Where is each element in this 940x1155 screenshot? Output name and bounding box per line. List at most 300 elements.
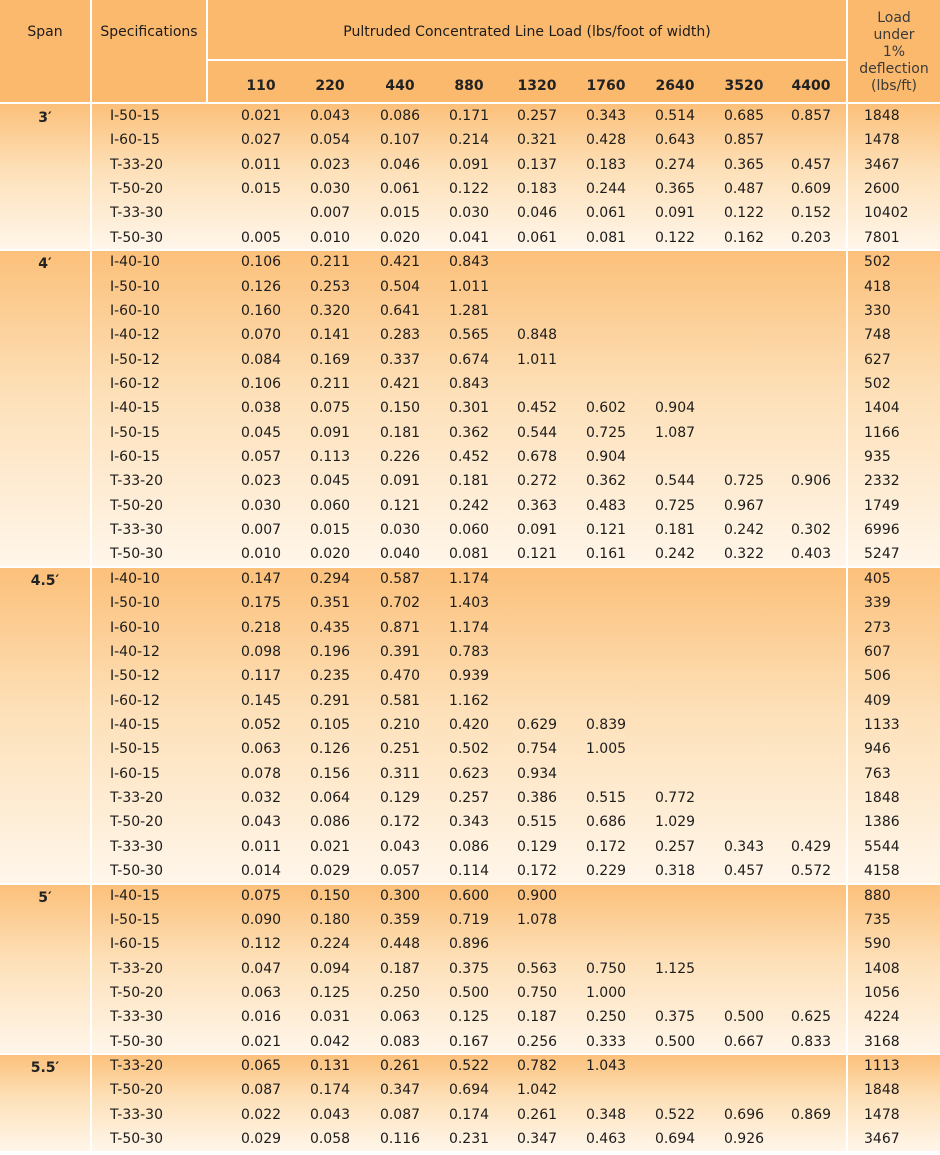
column-divider (90, 0, 92, 1151)
value-cell: 0.504 (379, 278, 421, 295)
value-cell: 0.502 (448, 741, 490, 758)
value-cell: 0.600 (448, 887, 490, 904)
value-cell: 0.047 (240, 960, 282, 977)
spec-cell: T-33-30 (110, 1106, 163, 1123)
deflection-cell: 1848 (864, 108, 900, 124)
value-cell: 0.362 (585, 473, 627, 490)
table-row (0, 936, 940, 960)
spec-cell: I-60-15 (110, 765, 160, 782)
value-cell: 0.783 (448, 643, 490, 660)
value-cell: 0.156 (309, 765, 351, 782)
value-cell: 0.029 (240, 1131, 282, 1148)
value-cell: 0.365 (654, 181, 696, 198)
table-row (0, 839, 940, 863)
value-cell: 0.224 (309, 936, 351, 953)
value-cell: 0.043 (240, 814, 282, 831)
table-row (0, 205, 940, 229)
spec-cell: I-60-10 (110, 619, 160, 636)
spec-cell: T-33-30 (110, 838, 163, 855)
value-cell: 0.023 (309, 156, 351, 173)
value-cell: 0.063 (240, 984, 282, 1001)
value-cell: 0.045 (240, 424, 282, 441)
deflection-cell: 763 (864, 765, 891, 782)
deflection-cell: 1749 (864, 497, 900, 514)
value-cell: 0.167 (448, 1033, 490, 1050)
value-cell: 0.041 (448, 229, 490, 246)
value-cell: 0.126 (309, 741, 351, 758)
value-cell: 0.015 (240, 181, 282, 198)
value-cell: 0.926 (723, 1131, 765, 1148)
span-label: 4.5′ (30, 572, 60, 589)
value-cell: 0.211 (309, 375, 351, 392)
value-cell: 0.900 (516, 887, 558, 904)
value-cell: 0.064 (309, 790, 351, 807)
value-cell: 0.032 (240, 790, 282, 807)
spec-cell: T-33-30 (110, 522, 163, 539)
value-cell: 0.172 (379, 814, 421, 831)
value-cell: 0.021 (240, 108, 282, 124)
value-cell: 0.040 (379, 546, 421, 563)
spec-cell: I-60-12 (110, 375, 160, 392)
value-cell: 0.782 (516, 1058, 558, 1075)
value-cell: 1.029 (654, 814, 696, 831)
value-cell: 0.967 (723, 497, 765, 514)
value-cell: 0.147 (240, 570, 282, 587)
spec-cell: T-50-20 (110, 984, 163, 1001)
value-cell: 0.063 (240, 741, 282, 758)
value-cell: 0.187 (379, 960, 421, 977)
header-deflection-line: (lbs/ft) (871, 78, 917, 94)
deflection-cell: 1478 (864, 1106, 900, 1123)
table-row (0, 888, 940, 912)
table-row (0, 1107, 940, 1131)
value-cell: 0.196 (309, 643, 351, 660)
value-cell: 0.719 (448, 911, 490, 928)
value-cell: 0.171 (448, 108, 490, 124)
value-cell: 0.181 (448, 473, 490, 490)
value-cell: 0.322 (723, 546, 765, 563)
value-cell: 0.375 (654, 1009, 696, 1026)
value-cell: 0.226 (379, 449, 421, 466)
span-label: 4′ (38, 256, 52, 273)
spec-cell: T-33-30 (110, 1009, 163, 1026)
value-cell: 0.016 (240, 1009, 282, 1026)
value-cell: 0.091 (309, 424, 351, 441)
deflection-cell: 1848 (864, 790, 900, 807)
value-cell: 0.283 (379, 327, 421, 344)
spec-cell: I-50-12 (110, 351, 160, 368)
value-cell: 0.351 (309, 595, 351, 612)
value-cell: 0.515 (585, 790, 627, 807)
value-cell: 0.023 (240, 473, 282, 490)
spec-cell: I-50-15 (110, 108, 160, 124)
value-cell: 0.563 (516, 960, 558, 977)
table-row (0, 644, 940, 668)
value-cell: 0.112 (240, 936, 282, 953)
spec-cell: I-50-12 (110, 668, 160, 685)
value-cell: 0.181 (654, 522, 696, 539)
spec-cell: T-50-30 (110, 863, 163, 880)
group-divider (0, 566, 940, 568)
header-deflection-line: deflection (859, 61, 929, 77)
spec-cell: T-50-30 (110, 546, 163, 563)
group-divider (0, 883, 940, 885)
deflection-cell: 1848 (864, 1082, 900, 1099)
table-row (0, 620, 940, 644)
value-cell: 0.087 (240, 1082, 282, 1099)
table-row (0, 693, 940, 717)
value-cell: 0.121 (516, 546, 558, 563)
spec-cell: I-50-15 (110, 911, 160, 928)
span-group (0, 567, 940, 884)
header-load-880: 880 (454, 78, 484, 94)
value-cell: 0.857 (723, 132, 765, 149)
value-cell: 0.058 (309, 1131, 351, 1148)
value-cell: 0.052 (240, 716, 282, 733)
value-cell: 0.075 (240, 887, 282, 904)
value-cell: 0.487 (723, 181, 765, 198)
value-cell: 0.514 (654, 108, 696, 124)
value-cell: 0.020 (379, 229, 421, 246)
value-cell: 0.007 (240, 522, 282, 539)
value-cell: 0.667 (723, 1033, 765, 1050)
value-cell: 1.087 (654, 424, 696, 441)
table-row (0, 668, 940, 692)
value-cell: 0.906 (790, 473, 832, 490)
value-cell: 0.702 (379, 595, 421, 612)
value-cell: 0.061 (585, 205, 627, 222)
value-cell: 0.065 (240, 1058, 282, 1075)
value-cell: 0.500 (654, 1033, 696, 1050)
value-cell: 0.272 (516, 473, 558, 490)
value-cell: 0.114 (448, 863, 490, 880)
value-cell: 0.211 (309, 254, 351, 271)
value-cell: 0.141 (309, 327, 351, 344)
value-cell: 0.242 (448, 497, 490, 514)
value-cell: 0.725 (654, 497, 696, 514)
value-cell: 0.078 (240, 765, 282, 782)
deflection-cell: 935 (864, 449, 891, 466)
value-cell: 0.848 (516, 327, 558, 344)
deflection-cell: 506 (864, 668, 891, 685)
header-load-3520: 3520 (724, 78, 764, 94)
spec-cell: I-40-12 (110, 327, 160, 344)
value-cell: 0.046 (379, 156, 421, 173)
table-row (0, 1082, 940, 1106)
deflection-cell: 1056 (864, 984, 900, 1001)
spec-cell: I-50-15 (110, 424, 160, 441)
value-cell: 0.183 (585, 156, 627, 173)
value-cell: 0.030 (379, 522, 421, 539)
value-cell: 0.086 (448, 838, 490, 855)
value-cell: 0.027 (240, 132, 282, 149)
value-cell: 0.242 (723, 522, 765, 539)
value-cell: 0.452 (448, 449, 490, 466)
spec-cell: I-50-15 (110, 741, 160, 758)
deflection-cell: 1166 (864, 424, 900, 441)
value-cell: 0.043 (379, 838, 421, 855)
spec-cell: I-60-15 (110, 936, 160, 953)
value-cell: 0.010 (309, 229, 351, 246)
value-cell: 0.725 (723, 473, 765, 490)
value-cell: 0.457 (790, 156, 832, 173)
value-cell: 0.091 (448, 156, 490, 173)
value-cell: 0.054 (309, 132, 351, 149)
spec-cell: T-50-20 (110, 181, 163, 198)
value-cell: 0.251 (379, 741, 421, 758)
spec-cell: I-40-10 (110, 570, 160, 587)
value-cell: 0.625 (790, 1009, 832, 1026)
value-cell: 0.463 (585, 1131, 627, 1148)
deflection-cell: 3168 (864, 1033, 900, 1050)
value-cell: 0.242 (654, 546, 696, 563)
deflection-cell: 3467 (864, 1131, 900, 1148)
deflection-cell: 339 (864, 595, 891, 612)
value-cell: 0.005 (240, 229, 282, 246)
table-row (0, 449, 940, 473)
value-cell: 0.256 (516, 1033, 558, 1050)
value-cell: 0.187 (516, 1009, 558, 1026)
value-cell: 0.839 (585, 716, 627, 733)
table-row (0, 352, 940, 376)
value-cell: 1.174 (448, 570, 490, 587)
value-cell: 0.014 (240, 863, 282, 880)
spec-cell: T-50-20 (110, 497, 163, 514)
value-cell: 0.061 (516, 229, 558, 246)
value-cell: 0.231 (448, 1131, 490, 1148)
value-cell: 0.235 (309, 668, 351, 685)
value-cell: 0.515 (516, 814, 558, 831)
header-deflection-line: Load (877, 10, 911, 26)
span-group (0, 250, 940, 567)
table-row (0, 279, 940, 303)
header-load-1760: 1760 (586, 78, 626, 94)
value-cell: 0.686 (585, 814, 627, 831)
value-cell: 0.087 (379, 1106, 421, 1123)
value-cell: 0.301 (448, 400, 490, 417)
value-cell: 0.257 (516, 108, 558, 124)
value-cell: 0.172 (516, 863, 558, 880)
value-cell: 0.347 (379, 1082, 421, 1099)
value-cell: 0.107 (379, 132, 421, 149)
table-row (0, 1131, 940, 1155)
value-cell: 0.674 (448, 351, 490, 368)
value-cell: 0.083 (379, 1033, 421, 1050)
value-cell: 0.229 (585, 863, 627, 880)
value-cell: 0.452 (516, 400, 558, 417)
header-deflection-line: 1% (882, 44, 906, 60)
deflection-cell: 748 (864, 327, 891, 344)
spec-cell: I-40-12 (110, 643, 160, 660)
value-cell: 0.257 (654, 838, 696, 855)
table-row (0, 181, 940, 205)
value-cell: 0.896 (448, 936, 490, 953)
value-cell: 0.105 (309, 716, 351, 733)
value-cell: 0.122 (723, 205, 765, 222)
value-cell: 0.253 (309, 278, 351, 295)
value-cell: 0.214 (448, 132, 490, 149)
value-cell: 0.694 (654, 1131, 696, 1148)
value-cell: 0.203 (790, 229, 832, 246)
value-cell: 0.857 (790, 108, 832, 124)
value-cell: 1.011 (516, 351, 558, 368)
value-cell: 0.057 (240, 449, 282, 466)
value-cell: 0.081 (448, 546, 490, 563)
header-load-110: 110 (246, 78, 276, 94)
value-cell: 1.042 (516, 1082, 558, 1099)
value-cell: 0.038 (240, 400, 282, 417)
value-cell: 0.126 (240, 278, 282, 295)
value-cell: 0.150 (379, 400, 421, 417)
deflection-cell: 409 (864, 692, 891, 709)
group-divider (0, 1053, 940, 1055)
value-cell: 0.362 (448, 424, 490, 441)
value-cell: 0.365 (723, 156, 765, 173)
table-row (0, 741, 940, 765)
value-cell: 0.337 (379, 351, 421, 368)
value-cell: 0.871 (379, 619, 421, 636)
deflection-cell: 10402 (864, 205, 909, 222)
value-cell: 0.291 (309, 692, 351, 709)
value-cell: 0.172 (585, 838, 627, 855)
value-cell: 0.022 (240, 1106, 282, 1123)
spec-cell: I-40-10 (110, 254, 160, 271)
value-cell: 0.162 (723, 229, 765, 246)
value-cell: 0.428 (585, 132, 627, 149)
value-cell: 0.754 (516, 741, 558, 758)
value-cell: 0.843 (448, 375, 490, 392)
header-deflection (848, 10, 940, 95)
deflection-cell: 880 (864, 887, 891, 904)
value-cell: 0.678 (516, 449, 558, 466)
value-cell: 0.843 (448, 254, 490, 271)
deflection-cell: 405 (864, 570, 891, 587)
value-cell: 0.129 (516, 838, 558, 855)
value-cell: 0.116 (379, 1131, 421, 1148)
value-cell: 1.162 (448, 692, 490, 709)
header-load-440: 440 (385, 78, 415, 94)
value-cell: 0.160 (240, 302, 282, 319)
value-cell: 0.333 (585, 1033, 627, 1050)
value-cell: 0.131 (309, 1058, 351, 1075)
table-row (0, 498, 940, 522)
value-cell: 0.391 (379, 643, 421, 660)
table-row (0, 571, 940, 595)
deflection-cell: 2332 (864, 473, 900, 490)
value-cell: 0.081 (585, 229, 627, 246)
table-row (0, 912, 940, 936)
deflection-cell: 5544 (864, 838, 900, 855)
value-cell: 0.174 (309, 1082, 351, 1099)
group-divider (0, 249, 940, 251)
value-cell: 0.030 (309, 181, 351, 198)
spec-cell: T-33-20 (110, 473, 163, 490)
table-row (0, 766, 940, 790)
value-cell: 0.772 (654, 790, 696, 807)
value-cell: 0.643 (654, 132, 696, 149)
value-cell: 0.343 (448, 814, 490, 831)
table-row (0, 425, 940, 449)
value-cell: 0.106 (240, 375, 282, 392)
header-divider (208, 59, 846, 61)
deflection-cell: 4224 (864, 1009, 900, 1026)
value-cell: 0.343 (585, 108, 627, 124)
spec-cell: T-33-20 (110, 156, 163, 173)
spec-cell: I-60-12 (110, 692, 160, 709)
deflection-cell: 6996 (864, 522, 900, 539)
value-cell: 0.210 (379, 716, 421, 733)
table-row (0, 473, 940, 497)
value-cell: 1.403 (448, 595, 490, 612)
deflection-cell: 1404 (864, 400, 900, 417)
header-load-220: 220 (315, 78, 345, 94)
deflection-cell: 1408 (864, 960, 900, 977)
spec-cell: T-50-30 (110, 1033, 163, 1050)
value-cell: 0.448 (379, 936, 421, 953)
value-cell: 0.070 (240, 327, 282, 344)
value-cell: 0.057 (379, 863, 421, 880)
value-cell: 0.457 (723, 863, 765, 880)
value-cell: 0.641 (379, 302, 421, 319)
table-row (0, 132, 940, 156)
value-cell: 0.609 (790, 181, 832, 198)
value-cell: 0.403 (790, 546, 832, 563)
table-row (0, 814, 940, 838)
value-cell: 0.098 (240, 643, 282, 660)
value-cell: 0.750 (585, 960, 627, 977)
table-row (0, 254, 940, 278)
value-cell: 0.061 (379, 181, 421, 198)
value-cell: 0.152 (790, 205, 832, 222)
table-row (0, 1058, 940, 1082)
value-cell: 0.300 (379, 887, 421, 904)
spec-cell: T-33-20 (110, 790, 163, 807)
value-cell: 0.117 (240, 668, 282, 685)
spec-cell: T-50-30 (110, 229, 163, 246)
value-cell: 1.043 (585, 1058, 627, 1075)
value-cell: 0.043 (309, 1106, 351, 1123)
header-load-4400: 4400 (791, 78, 831, 94)
value-cell: 0.125 (309, 984, 351, 1001)
value-cell: 0.250 (585, 1009, 627, 1026)
value-cell: 0.113 (309, 449, 351, 466)
value-cell: 0.091 (654, 205, 696, 222)
value-cell: 0.145 (240, 692, 282, 709)
value-cell: 1.011 (448, 278, 490, 295)
value-cell: 0.183 (516, 181, 558, 198)
deflection-cell: 946 (864, 741, 891, 758)
value-cell: 0.075 (309, 400, 351, 417)
value-cell: 0.483 (585, 497, 627, 514)
value-cell: 0.343 (723, 838, 765, 855)
span-group (0, 884, 940, 1055)
value-cell: 0.030 (240, 497, 282, 514)
value-cell: 0.500 (448, 984, 490, 1001)
spec-cell: I-50-10 (110, 595, 160, 612)
value-cell: 0.129 (379, 790, 421, 807)
value-cell: 0.086 (309, 814, 351, 831)
value-cell: 0.421 (379, 375, 421, 392)
value-cell: 0.169 (309, 351, 351, 368)
spec-cell: I-60-15 (110, 132, 160, 149)
value-cell: 0.321 (516, 132, 558, 149)
spec-cell: I-40-15 (110, 716, 160, 733)
value-cell: 0.137 (516, 156, 558, 173)
value-cell: 0.218 (240, 619, 282, 636)
value-cell: 0.470 (379, 668, 421, 685)
value-cell: 0.046 (516, 205, 558, 222)
deflection-cell: 5247 (864, 546, 900, 563)
